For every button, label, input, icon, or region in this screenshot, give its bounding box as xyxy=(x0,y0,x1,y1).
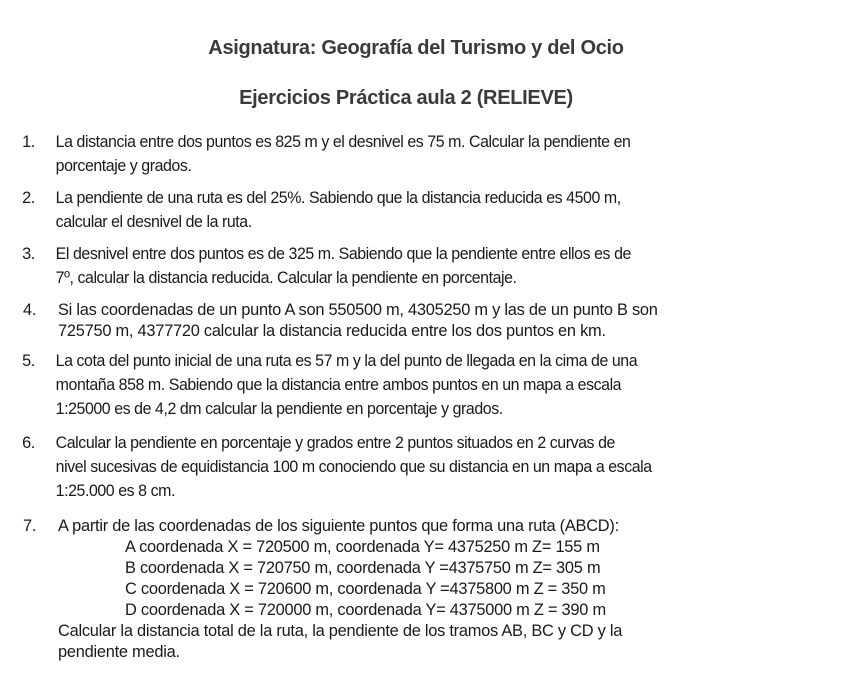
exercise-text-line: montaña 858 m. Sabiendo que la distancia entre ambos puntos en un mapa a escala xyxy=(55,375,622,394)
exercise-closing-line: Calcular la distancia total de la ruta, la pendiente de los tramos AB, BC y CD y la xyxy=(58,622,623,640)
exercise-number: 1. xyxy=(22,132,35,151)
exercise-text-line: La pendiente de una ruta es del 25%. Sabiendo que la distancia reducida es 4500 m, xyxy=(55,188,621,207)
route-point-a: A coordenada X = 720500 m, coordenada Y= 4375250 m Z= 155 m xyxy=(125,538,600,556)
exercise-text-line: 1:25.000 es 8 cm. xyxy=(55,481,175,500)
exercise-text-line: 1:25000 es de 4,2 dm calcular la pendiente en porcentaje y grados. xyxy=(55,399,503,418)
exercise-text-line: 7º, calcular la distancia reducida. Calcular la pendiente en porcentaje. xyxy=(55,268,517,287)
exercise-number: 3. xyxy=(22,244,35,263)
exercise-text-line: Calcular la pendiente en porcentaje y grados entre 2 puntos situados en 2 curvas de xyxy=(55,433,615,452)
route-point-c: C coordenada X = 720600 m, coordenada Y =4375800 m Z = 350 m xyxy=(125,580,606,598)
route-points-list xyxy=(125,537,606,621)
exercise-text-line: La distancia entre dos puntos es 825 m y el desnivel es 75 m. Calcular la pendiente en xyxy=(55,132,631,151)
exercise-text-line: 725750 m, 4377720 calcular la distancia reducida entre los dos puntos en km. xyxy=(58,322,606,340)
subject-title: Asignatura: Geografía del Turismo y del Ocio xyxy=(208,37,624,59)
route-point-d: D coordenada X = 720000 m, coordenada Y= 4375000 m Z = 390 m xyxy=(125,601,606,619)
exercise-text-line: Si las coordenadas de un punto A son 550500 m, 4305250 m y las de un punto B son xyxy=(58,301,658,319)
exercise-number: 6. xyxy=(22,433,35,452)
route-point-b: B coordenada X = 720750 m, coordenada Y =4375750 m Z= 305 m xyxy=(125,559,601,577)
exercise-text-line: La cota del punto inicial de una ruta es 57 m y la del punto de llegada en la cima de una xyxy=(55,351,638,370)
exercise-number: 4. xyxy=(23,301,37,319)
exercise-text-line: calcular el desnivel de la ruta. xyxy=(55,212,252,231)
exercise-number: 7. xyxy=(23,517,37,535)
practice-title: Ejercicios Práctica aula 2 (RELIEVE) xyxy=(239,87,573,109)
exercise-text-line: El desnivel entre dos puntos es de 325 m. Sabiendo que la pendiente entre ellos es de xyxy=(55,244,631,263)
exercise-number: 5. xyxy=(22,351,35,370)
exercise-intro: A partir de las coordenadas de los siguiente puntos que forma una ruta (ABCD): xyxy=(58,517,619,535)
exercise-text-line: nivel sucesivas de equidistancia 100 m conociendo que su distancia en un mapa a escala xyxy=(55,457,652,476)
exercise-closing-line: pendiente media. xyxy=(58,643,180,661)
exercise-number: 2. xyxy=(22,188,35,207)
exercise-text-line: porcentaje y grados. xyxy=(55,156,192,175)
